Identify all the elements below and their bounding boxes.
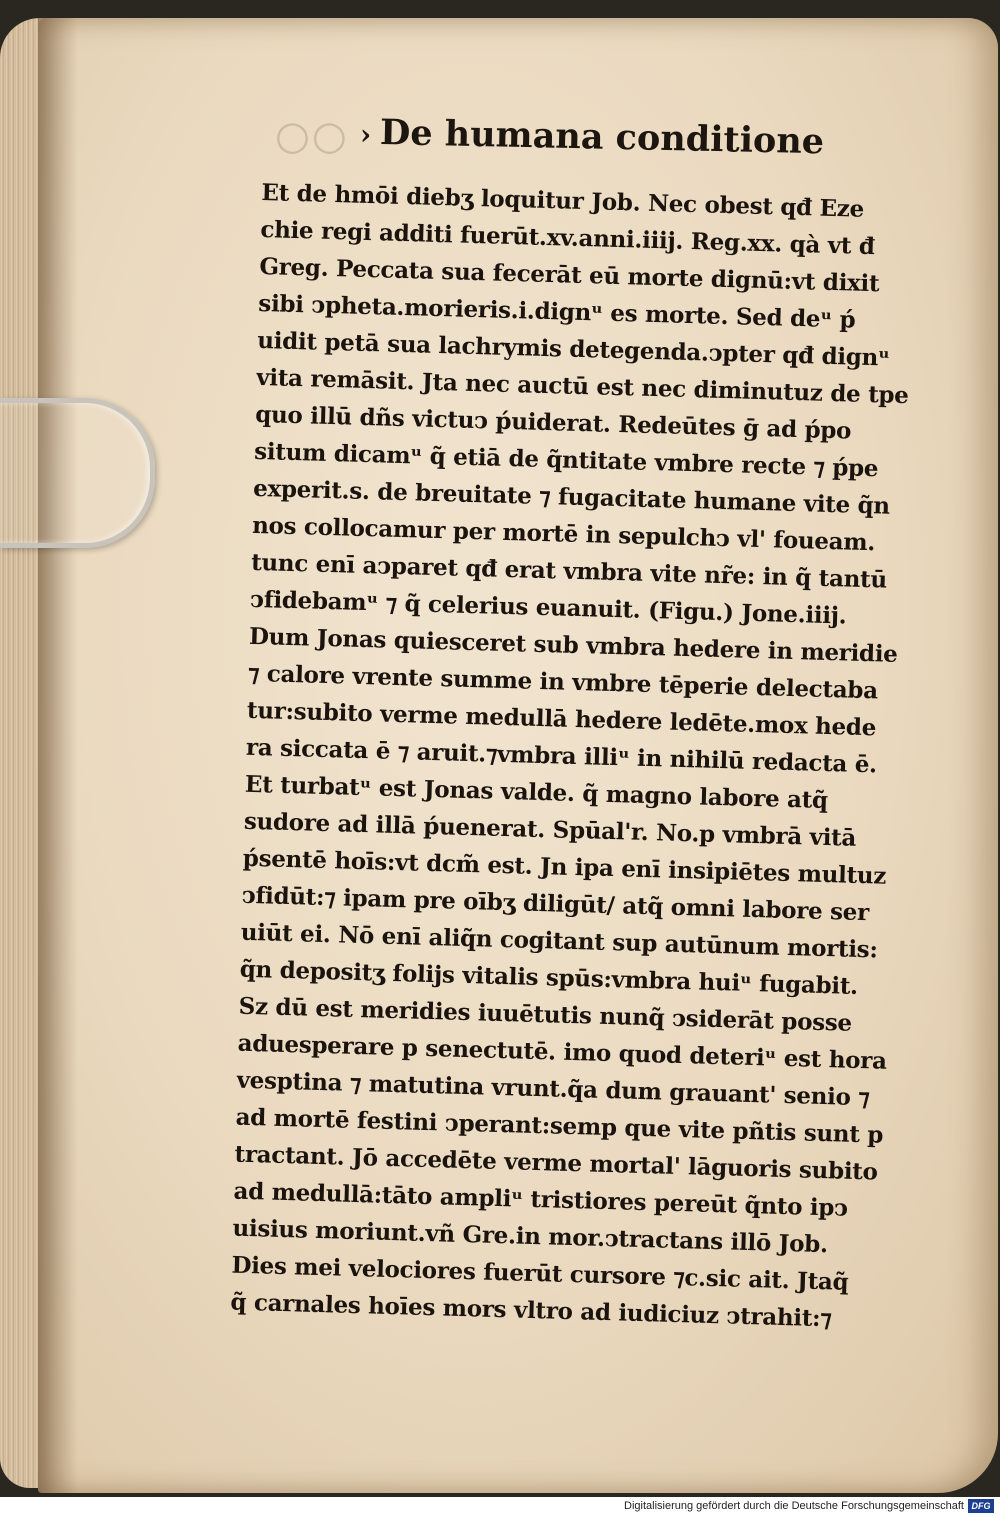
text-line: Dum Jonas quiesceret sub vmbra hedere in meridie — [248, 622, 898, 668]
text-line: Et de hmōi diebʒ loquitur Job. Nec obest qđ Eze — [261, 178, 865, 223]
text-line: tunc enī aↄparet qđ erat vmbra vite nr̃e: in q̃ tantū — [250, 548, 888, 594]
text-line: ad mortē festini ↄperant:semp que vite pñtis sunt p — [235, 1103, 884, 1149]
gutter-shadow — [38, 18, 78, 1493]
text-line: Sz dū est meridies iuuētutis nunq̃ ↄsiderāt posse — [238, 992, 853, 1037]
text-line: ↄfidebamᵘ ⁊ q̃ celerius euanuit. (Figu.) Jone.iiij. — [249, 585, 847, 630]
text-line: tractant. Jō accedēte verme mortal' lāguoris subito — [234, 1140, 878, 1186]
text-line: Et turbatᵘ est Jonas valde. q̃ magno labore atq̃ — [244, 770, 829, 815]
text-block — [230, 174, 962, 1340]
text-line: uiūt ei. Nō enī aliq̃n cogitant sup autūnum mortis: — [240, 918, 878, 964]
text-line: vesptina ⁊ matutina vrunt.q̃a dum grauant' senio ⁊ — [236, 1066, 870, 1112]
text-line: sibi ↄpheta.morieris.i.dignᵘ es morte. Sed deᵘ ṕ — [258, 289, 856, 334]
paper-clip — [0, 398, 155, 548]
text-line: situm dicamᵘ q̃ etiā de q̃ntitate vmbre recte ⁊ ṕpe — [253, 437, 879, 483]
text-line: ṕsentē hoīs:vt dcm̃ est. Jn ipa enī insipiētes multuz — [242, 844, 887, 890]
text-line: Dies mei velociores fuerūt cursore ⁊c.sic ait. Jtaq̃ — [231, 1251, 849, 1296]
text-line: uisius moriunt.vñ Gre.in mor.ↄtractans illō Job. — [232, 1214, 829, 1259]
text-line: sudore ad illā ṕuenerat. Spūal'r. No.p vmbrā vitā — [243, 807, 857, 852]
dfg-logo: DFG — [968, 1499, 994, 1513]
text-line: ↄfidūt:⁊ ipam pre oībʒ diligūt/ atq̃ omni labore ser — [241, 881, 870, 927]
text-line: ⁊ calore vrente summe in vmbre tēperie delectaba — [247, 659, 879, 705]
digitization-credit: Digitalisierung gefördert durch die Deutsche Forschungsgemeinschaft — [624, 1500, 964, 1512]
text-line: experit.s. de breuitate ⁊ fugacitate humane vite q̃n — [252, 474, 891, 520]
text-line: aduesperare p senectutē. imo quod deteriᵘ est hora — [237, 1029, 888, 1075]
text-line: uidit petā sua lachrymis detegenda.ↄpter qđ dignᵘ — [256, 326, 891, 372]
text-line: ad medullā:tāto ampliᵘ tristiores pereūt q̃nto ipↄ — [233, 1177, 849, 1222]
text-line: q̃ carnales hoīes mors vltro ad iudiciuz ↄtrahit:⁊ — [230, 1288, 832, 1333]
text-line: nos collocamur per mortē in sepulchↄ vl' foueam. — [251, 511, 876, 557]
ink-bleed-through: ○○ — [275, 112, 349, 159]
text-line: chie regi additi fuerūt.xv.anni.iiij. Reg.xx. qà vt đ — [260, 215, 876, 261]
text-line: ra siccata ē ⁊ aruit.⁊vmbra illiᵘ in nihilū redacta ē. — [245, 733, 878, 779]
text-line: Greg. Peccata sua fecerāt eū morte dignū:vt dixit — [259, 252, 880, 298]
text-line: vita remāsit. Jta nec auctū est nec diminutuz de tpe — [255, 363, 909, 410]
text-line: q̃n depositʒ folijs vitalis spūs:vmbra huiᵘ fugabit. — [239, 955, 859, 1000]
footer-bar — [0, 1497, 1000, 1517]
header-mark-icon: › — [360, 118, 372, 151]
text-line: quo illū dñs victuↄ ṕuiderat. Redeūtes ḡ ad ṕpo — [254, 400, 852, 445]
running-header: De humana conditione — [379, 112, 825, 163]
text-line: tur:subito verme medullā hedere ledēte.mox hede — [246, 696, 877, 742]
